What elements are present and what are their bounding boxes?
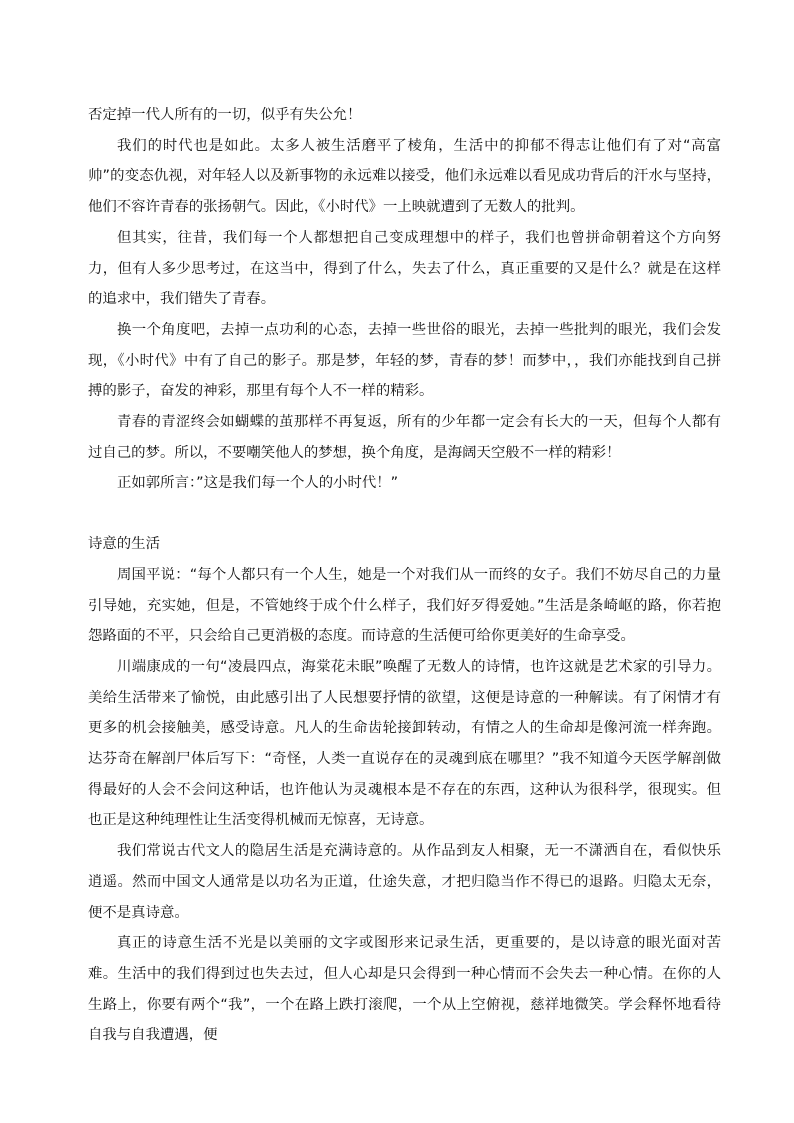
paragraph: 真正的诗意生活不光是以美丽的文字或图形来记录生活，更重要的，是以诗意的眼光面对苦难。生活中的我们得到过也失去过，但人心却是只会得到一种心情而不会失去一种心情。在你的人生路上，你要有两个“我”，一个在路上跌打滚爬，一个从上空俯视，慈祥地微笑。学会释怀地看待自我与自我遭遇，便	[88, 935, 721, 1044]
paragraph: 正如郭所言：”这是我们每一个人的小时代！”	[117, 475, 399, 492]
paragraph: 但其实，往昔，我们每一个人都想把自己变成理想中的样子，我们也曾拼命朝着这个方向努力，但有人多少思考过，在这当中，得到了什么，失去了什么，真正重要的又是什么？就是在这样的追求中，我们错失了青春。	[88, 229, 721, 308]
section-title: 诗意的生活	[88, 536, 160, 553]
paragraph: 我们的时代也是如此。太多人被生活磨平了棱角，生活中的抑郁不得志让他们有了对“高富帅”的变态仇视，对年轻人以及新事物的永远难以接受，他们永远难以看见成功背后的汗水与坚持，他们不容许青春的张扬朝气。因此，《小时代》一上映就遭到了无数人的批判。	[88, 137, 721, 216]
paragraph: 周国平说：“每个人都只有一个人生，她是一个对我们从一而终的女子。我们不妨尽自己的力量引导她，充实她，但是，不管她终于成个什么样子，我们好歹得爱她。”生活是条崎岖的路，你若抱怨路面的不平，只会给自己更消极的态度。而诗意的生活便可给你更美好的生命享受。	[88, 566, 721, 645]
section-gap	[88, 499, 721, 529]
paragraph: 换一个角度吧，去掉一点功利的心态，去掉一些世俗的眼光，去掉一些批判的眼光，我们会发现，《小时代》中有了自己的影子。那是梦，年轻的梦，青春的梦！而梦中，，我们亦能找到自己拼搏的影子，奋发的神彩，那里有每个人不一样的精彩。	[88, 321, 721, 400]
paragraph: 川端康成的一句“凌晨四点，海棠花未眠”唤醒了无数人的诗情，也许这就是艺术家的引导力。美给生活带来了愉悦，由此感引出了人民想要抒情的欲望，这便是诗意的一种解读。有了闲情才有更多的机会接触美，感受诗意。凡人的生命齿轮接卸转动，有情之人的生命却是像河流一样奔跑。达芬奇在解剖尸体后写下：“奇怪，人类一直说存在的灵魂到底在哪里？”我不知道今天医学解剖做得最好的人会不会问这种话，也许他认为灵魂根本是不存在的东西，这种认为很科学，很现实。但也正是这种纯理性让生活变得机械而无惊喜，无诗意。	[88, 658, 721, 829]
paragraph: 青春的青涩终会如蝴蝶的茧那样不再复返，所有的少年都一定会有长大的一天，但每个人都有过自己的梦。所以，不要嘲笑他人的梦想，换个角度，是海阔天空般不一样的精彩！	[88, 414, 721, 461]
paragraph: 我们常说古代文人的隐居生活是充满诗意的。从作品到友人相聚，无一不潇洒自在，看似快乐逍遥。然而中国文人通常是以功名为正道，仕途失意，才把归隐当作不得已的退路。归隐太无奈，便不是真诗意。	[88, 843, 721, 921]
paragraph: 否定掉一代人所有的一切，似乎有失公允！	[88, 107, 362, 123]
